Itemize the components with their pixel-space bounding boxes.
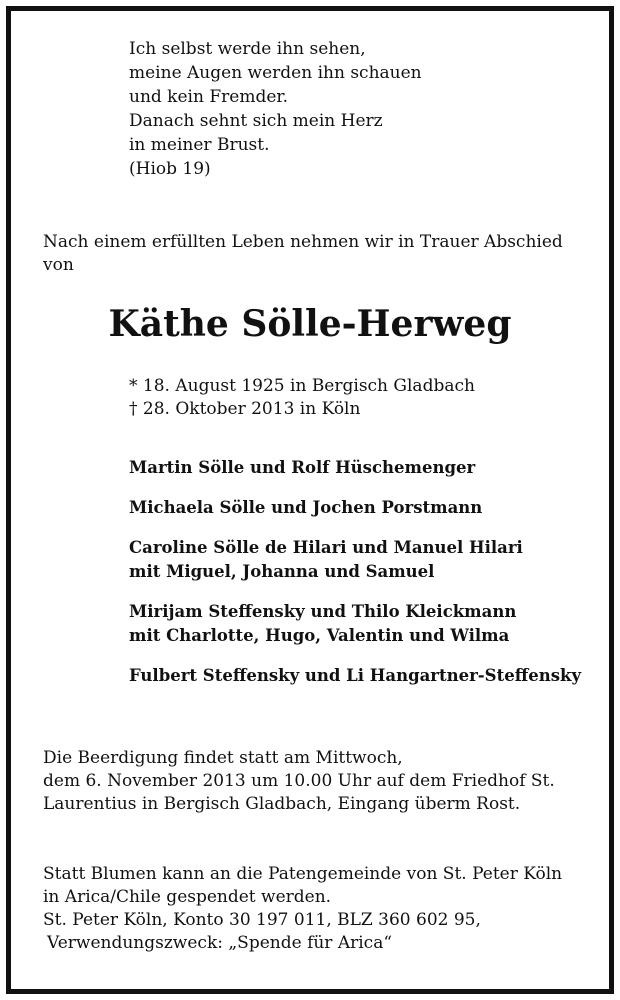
mourner-group bbox=[129, 496, 581, 520]
deceased-name: Käthe Sölle-Herweg bbox=[108, 303, 512, 345]
mourner-line: Mirijam Steffensky und Thilo Kleickmann bbox=[129, 602, 517, 621]
mourner-line: Fulbert Steffensky und Li Hangartner-Steffensky bbox=[129, 666, 582, 685]
funeral-line: dem 6. November 2013 um 10.00 Uhr auf dem Friedhof St. bbox=[43, 771, 555, 791]
donation-info bbox=[43, 863, 562, 955]
donation-bank-details: St. Peter Köln, Konto 30 197 011, BLZ 360 602 95, bbox=[43, 910, 481, 930]
verse-line: Danach sehnt sich mein Herz bbox=[129, 111, 383, 131]
mourner-group bbox=[129, 600, 581, 648]
funeral-info bbox=[43, 747, 555, 816]
bible-verse bbox=[129, 37, 422, 181]
verse-line: Ich selbst werde ihn sehen, bbox=[129, 39, 366, 59]
life-dates bbox=[129, 375, 475, 421]
verse-line: und kein Fremder. bbox=[129, 87, 289, 107]
mourner-line: mit Miguel, Johanna und Samuel bbox=[129, 562, 435, 581]
funeral-line: Die Beerdigung findet statt am Mittwoch, bbox=[43, 748, 403, 768]
funeral-line: Laurentius in Bergisch Gladbach, Eingang überm Rost. bbox=[43, 794, 521, 814]
mourner-line: Martin Sölle und Rolf Hüschemenger bbox=[129, 458, 476, 477]
donation-line: in Arica/Chile gespendet werden. bbox=[43, 887, 332, 907]
intro-line: von bbox=[43, 255, 74, 275]
donation-line: Statt Blumen kann an die Patengemeinde von St. Peter Köln bbox=[43, 864, 563, 884]
mourner-group bbox=[129, 456, 581, 480]
donation-reference: Verwendungszweck: „Spende für Arica“ bbox=[47, 933, 393, 953]
intro-text bbox=[43, 231, 563, 277]
verse-line: meine Augen werden ihn schauen bbox=[129, 63, 422, 83]
death-date: † 28. Oktober 2013 in Köln bbox=[129, 399, 361, 419]
mourners-list bbox=[129, 456, 581, 704]
mourner-line: Caroline Sölle de Hilari und Manuel Hilari bbox=[129, 538, 523, 557]
birth-date: * 18. August 1925 in Bergisch Gladbach bbox=[129, 376, 475, 396]
verse-line: in meiner Brust. bbox=[129, 135, 270, 155]
mourner-group bbox=[129, 664, 581, 688]
mourner-group bbox=[129, 536, 581, 584]
mourner-line: Michaela Sölle und Jochen Porstmann bbox=[129, 498, 483, 517]
intro-line: Nach einem erfüllten Leben nehmen wir in Trauer Abschied bbox=[43, 232, 563, 252]
mourner-line: mit Charlotte, Hugo, Valentin und Wilma bbox=[129, 626, 510, 645]
verse-citation: (Hiob 19) bbox=[129, 159, 211, 179]
